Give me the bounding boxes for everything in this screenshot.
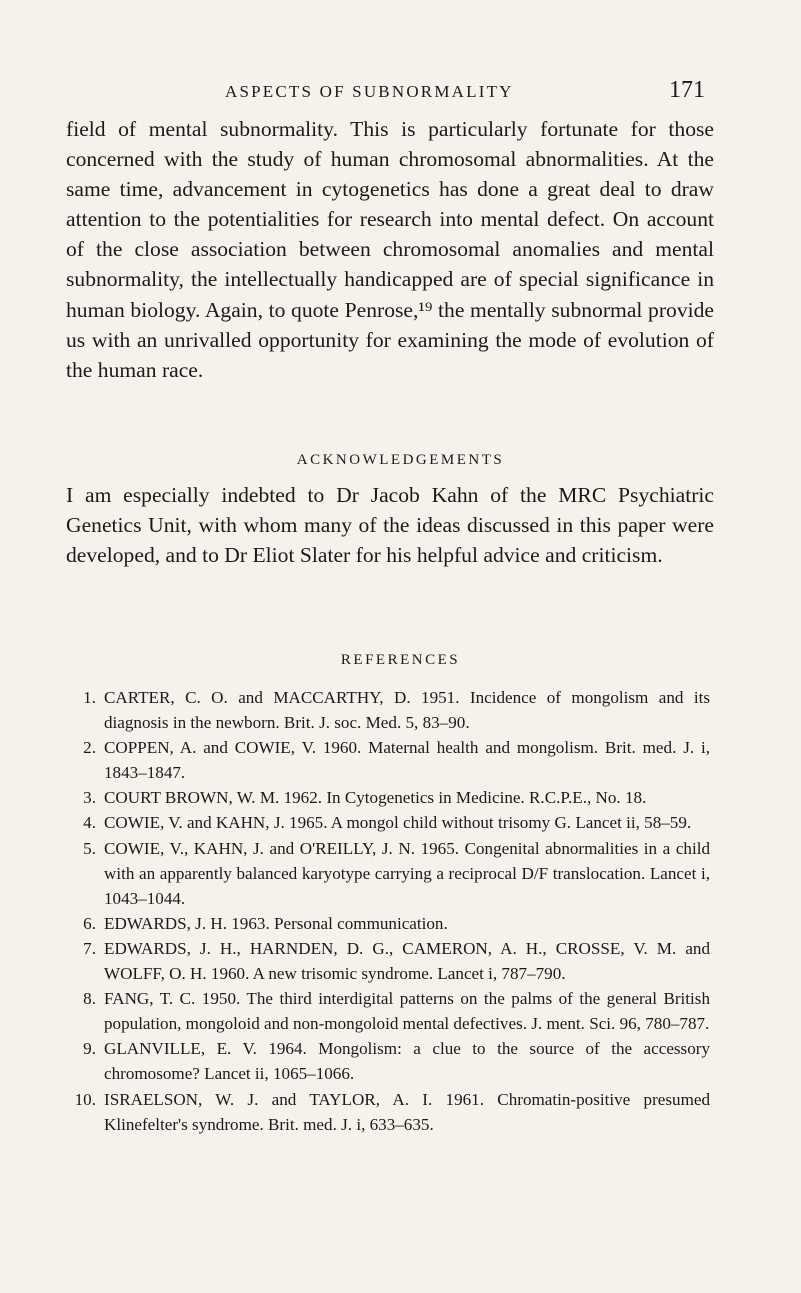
reference-item bbox=[66, 986, 710, 1036]
reference-text: ISRAELSON, W. J. and TAYLOR, A. I. 1961. Chromatin-positive presumed Klinefelter's syndrome. Brit. med. J. i, 633–635. bbox=[104, 1089, 710, 1134]
reference-text: COWIE, V. and KAHN, J. 1965. A mongol child without trisomy G. Lancet ii, 58–59. bbox=[104, 813, 692, 833]
reference-text: EDWARDS, J. H., HARNDEN, D. G., CAMERON, A. H., CROSSE, V. M. and WOLFF, O. H. 1960. A new trisomic syndrome. Lancet i, 787–790. bbox=[104, 938, 710, 984]
reference-number: 8. bbox=[83, 989, 96, 1009]
reference-item bbox=[66, 785, 710, 810]
reference-item bbox=[66, 911, 710, 936]
running-header bbox=[0, 77, 801, 112]
reference-number: 6. bbox=[83, 913, 96, 933]
acknowledgements-heading: ACKNOWLEDGEMENTS bbox=[296, 452, 505, 468]
reference-number: 7. bbox=[83, 938, 96, 958]
reference-item bbox=[66, 836, 710, 911]
reference-number: 9. bbox=[83, 1039, 96, 1059]
reference-text: FANG, T. C. 1950. The third interdigital patterns on the palms of the general British population, mongoloid and non-mongoloid mental defectives. J. ment. Sci. 96, 780–787. bbox=[104, 989, 710, 1034]
reference-item bbox=[66, 685, 710, 735]
references-heading: REFERENCES bbox=[340, 652, 461, 668]
acknowledgements-paragraph: I am especially indebted to Dr Jacob Kahn of the MRC Psychiatric Genetics Unit, with whom many of the ideas discussed in this paper were developed, and to Dr Eliot Slater for his helpful advice and criticism. bbox=[66, 483, 714, 568]
reference-text: GLANVILLE, E. V. 1964. Mongolism: a clue to the source of the accessory chromosome? Lancet ii, 1065–1066. bbox=[104, 1039, 710, 1084]
reference-text: COWIE, V., KAHN, J. and O'REILLY, J. N. 1965. Congenital abnormalities in a child with an apparently balanced karyotype carrying a reciprocal D/F translocation. Lancet i, 1043–1044. bbox=[104, 838, 710, 908]
page-number: 171 bbox=[669, 77, 705, 103]
reference-number: 10. bbox=[74, 1089, 96, 1109]
reference-number: 1. bbox=[83, 688, 96, 707]
reference-item bbox=[66, 936, 710, 986]
reference-number: 3. bbox=[83, 788, 96, 808]
intro-paragraph: field of mental subnormality. This is particularly fortunate for those concerned with the study of human chromosomal abnormalities. At the same time, advancement in cytogenetics has done a great deal to draw attention to the potentialities for research into mental defect. On account of the close association between chromosomal anomalies and mental subnormality, the intellectually handicapped are of special significance in human biology. Again, to quote Penrose,¹⁹ the mentally subnormal provide us with an unrivalled opportunity for examining the mode of evolution of the human race. bbox=[66, 117, 714, 382]
reference-text: COURT BROWN, W. M. 1962. In Cytogenetics in Medicine. R.C.P.E., No. 18. bbox=[104, 788, 647, 808]
reference-item bbox=[66, 735, 710, 785]
reference-item bbox=[66, 1036, 710, 1086]
running-title: ASPECTS OF SUBNORMALITY bbox=[225, 82, 514, 101]
reference-text: EDWARDS, J. H. 1963. Personal communication. bbox=[104, 913, 448, 933]
reference-item bbox=[66, 1087, 710, 1137]
reference-number: 5. bbox=[83, 838, 96, 858]
reference-number: 2. bbox=[83, 738, 96, 758]
reference-text: CARTER, C. O. and MACCARTHY, D. 1951. Incidence of mongolism and its diagnosis in the newborn. Brit. J. soc. Med. 5, 83–90. bbox=[104, 688, 710, 733]
reference-number: 4. bbox=[83, 813, 96, 833]
reference-list bbox=[66, 685, 710, 1137]
reference-text: COPPEN, A. and COWIE, V. 1960. Maternal health and mongolism. Brit. med. J. i, 1843–1847. bbox=[104, 738, 710, 783]
reference-item bbox=[66, 810, 710, 835]
